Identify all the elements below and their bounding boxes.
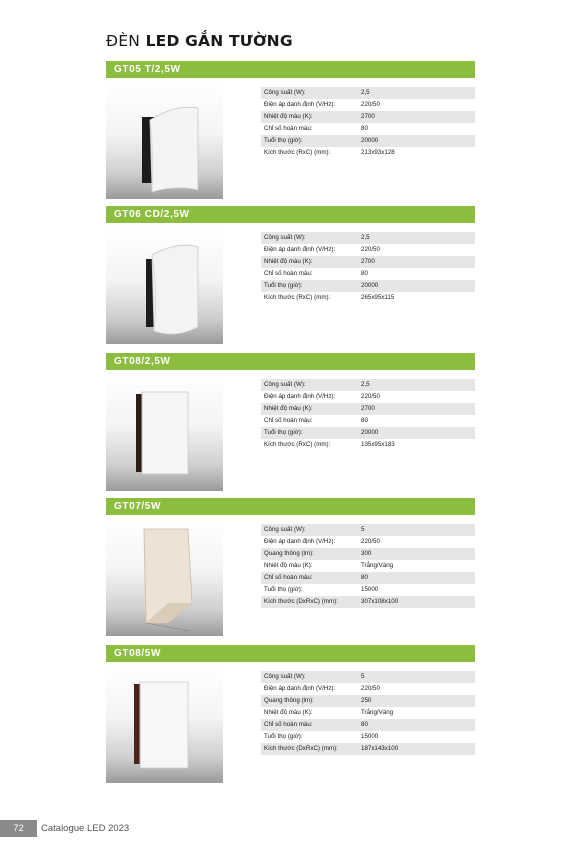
lamp-gt08-5-photo (106, 666, 223, 783)
spec-row (261, 379, 475, 391)
spec-row (261, 415, 475, 427)
spec-row (261, 560, 475, 572)
spec-label: Kích thước (DxRxC) (mm): (264, 598, 338, 605)
product-code-bar: GT06 CD/2,5W (106, 206, 475, 223)
spec-label: Tuổi thọ (giờ): (264, 282, 303, 289)
product-code-bar: GT08/2,5W (106, 353, 475, 370)
product-code-bar: GT07/5W (106, 498, 475, 515)
product-gt05 (106, 61, 475, 156)
spec-value: 220/50 (361, 101, 380, 108)
spec-row (261, 731, 475, 743)
product-gt08-2-5w (106, 353, 475, 448)
product-gt07 (106, 498, 475, 605)
spec-label: Nhiệt độ màu (K): (264, 562, 313, 569)
spec-value: 250 (361, 697, 372, 704)
spec-label: Tuổi thọ (giờ): (264, 733, 303, 740)
spec-label: Công suất (W): (264, 673, 306, 680)
spec-label: Nhiệt độ màu (K): (264, 113, 313, 120)
spec-row (261, 123, 475, 135)
spec-value: 2700 (361, 258, 375, 265)
spec-label: Quang thông (lm): (264, 550, 314, 557)
spec-label: Công suất (W): (264, 381, 306, 388)
title-light: ĐÈN (106, 32, 140, 50)
spec-row (261, 695, 475, 707)
spec-label: Điện áp danh định (V/Hz): (264, 685, 336, 692)
spec-value: 2,5 (361, 234, 370, 241)
spec-value: 15000 (361, 586, 379, 593)
spec-value: 220/50 (361, 393, 380, 400)
spec-value: 220/50 (361, 538, 380, 545)
spec-value: 5 (361, 526, 365, 533)
title-bold: LED GẮN TƯỜNG (145, 32, 293, 50)
spec-value: 300 (361, 550, 372, 557)
spec-label: Tuổi thọ (giờ): (264, 429, 303, 436)
spec-row (261, 111, 475, 123)
spec-value: 20000 (361, 429, 379, 436)
spec-value: 20000 (361, 137, 379, 144)
spec-label: Chỉ số hoàn màu: (264, 417, 313, 424)
spec-row (261, 147, 475, 159)
spec-row (261, 99, 475, 111)
spec-row (261, 292, 475, 304)
spec-value: 265x95x115 (361, 294, 395, 301)
spec-label: Tuổi thọ (giờ): (264, 137, 303, 144)
spec-row (261, 427, 475, 439)
page-footer (0, 820, 129, 837)
spec-value: 213x93x128 (361, 149, 395, 156)
spec-value: 2,5 (361, 381, 370, 388)
product-gt08-5w (106, 645, 475, 752)
spec-value: 2,5 (361, 89, 370, 96)
lamp-gt05-photo (106, 82, 223, 199)
spec-value: Trắng/Vàng (361, 562, 394, 569)
lamp-gt06-photo (106, 227, 223, 344)
spec-row (261, 572, 475, 584)
product-gt06 (106, 206, 475, 301)
spec-row (261, 256, 475, 268)
spec-row (261, 596, 475, 608)
spec-value: Trắng/Vàng (361, 709, 394, 716)
spec-table (261, 87, 475, 159)
catalogue-title: Catalogue LED 2023 (41, 823, 130, 834)
spec-label: Công suất (W): (264, 89, 306, 96)
spec-value: 20000 (361, 282, 379, 289)
product-code-bar: GT05 T/2,5W (106, 61, 475, 78)
spec-value: 135x95x183 (361, 441, 395, 448)
spec-label: Chỉ số hoàn màu: (264, 270, 313, 277)
spec-row (261, 524, 475, 536)
spec-label: Nhiệt độ màu (K): (264, 709, 313, 716)
spec-row (261, 135, 475, 147)
spec-label: Nhiệt độ màu (K): (264, 405, 313, 412)
spec-row (261, 439, 475, 451)
spec-value: 2700 (361, 405, 375, 412)
spec-row (261, 584, 475, 596)
page-number: 72 (0, 820, 37, 837)
spec-row (261, 719, 475, 731)
spec-label: Điện áp danh định (V/Hz): (264, 101, 336, 108)
spec-row (261, 403, 475, 415)
spec-label: Chỉ số hoàn màu: (264, 721, 313, 728)
spec-table (261, 232, 475, 304)
spec-value: 80 (361, 125, 368, 132)
spec-label: Quang thông (lm): (264, 697, 314, 704)
spec-label: Công suất (W): (264, 526, 306, 533)
spec-table (261, 671, 475, 755)
spec-row (261, 87, 475, 99)
spec-value: 2700 (361, 113, 375, 120)
spec-value: 187x143x100 (361, 745, 399, 752)
lamp-gt07-photo (106, 519, 223, 636)
spec-label: Điện áp danh định (V/Hz): (264, 538, 336, 545)
spec-table (261, 379, 475, 451)
spec-row (261, 536, 475, 548)
spec-value: 80 (361, 417, 368, 424)
spec-value: 220/50 (361, 246, 380, 253)
spec-value: 80 (361, 270, 368, 277)
spec-table (261, 524, 475, 608)
spec-row (261, 707, 475, 719)
spec-value: 220/50 (361, 685, 380, 692)
spec-label: Kích thước (RxC) (mm): (264, 441, 331, 448)
spec-row (261, 280, 475, 292)
spec-label: Kích thước (RxC) (mm): (264, 149, 331, 156)
spec-label: Công suất (W): (264, 234, 306, 241)
spec-row (261, 268, 475, 280)
spec-label: Tuổi thọ (giờ): (264, 586, 303, 593)
spec-row (261, 391, 475, 403)
spec-row (261, 743, 475, 755)
spec-value: 80 (361, 721, 368, 728)
spec-label: Chỉ số hoàn màu: (264, 125, 313, 132)
spec-row (261, 683, 475, 695)
spec-label: Kích thước (RxC) (mm): (264, 294, 331, 301)
spec-row (261, 671, 475, 683)
spec-label: Nhiệt độ màu (K): (264, 258, 313, 265)
page-title (106, 32, 293, 50)
spec-label: Kích thước (DxRxC) (mm): (264, 745, 338, 752)
spec-value: 80 (361, 574, 368, 581)
spec-row (261, 548, 475, 560)
spec-row (261, 232, 475, 244)
spec-label: Chỉ số hoàn màu: (264, 574, 313, 581)
lamp-gt08-25-photo (106, 374, 223, 491)
spec-value: 15000 (361, 733, 379, 740)
spec-value: 307x108x100 (361, 598, 399, 605)
spec-value: 5 (361, 673, 365, 680)
spec-label: Điện áp danh định (V/Hz): (264, 393, 336, 400)
spec-row (261, 244, 475, 256)
product-code-bar: GT08/5W (106, 645, 475, 662)
spec-label: Điện áp danh định (V/Hz): (264, 246, 336, 253)
